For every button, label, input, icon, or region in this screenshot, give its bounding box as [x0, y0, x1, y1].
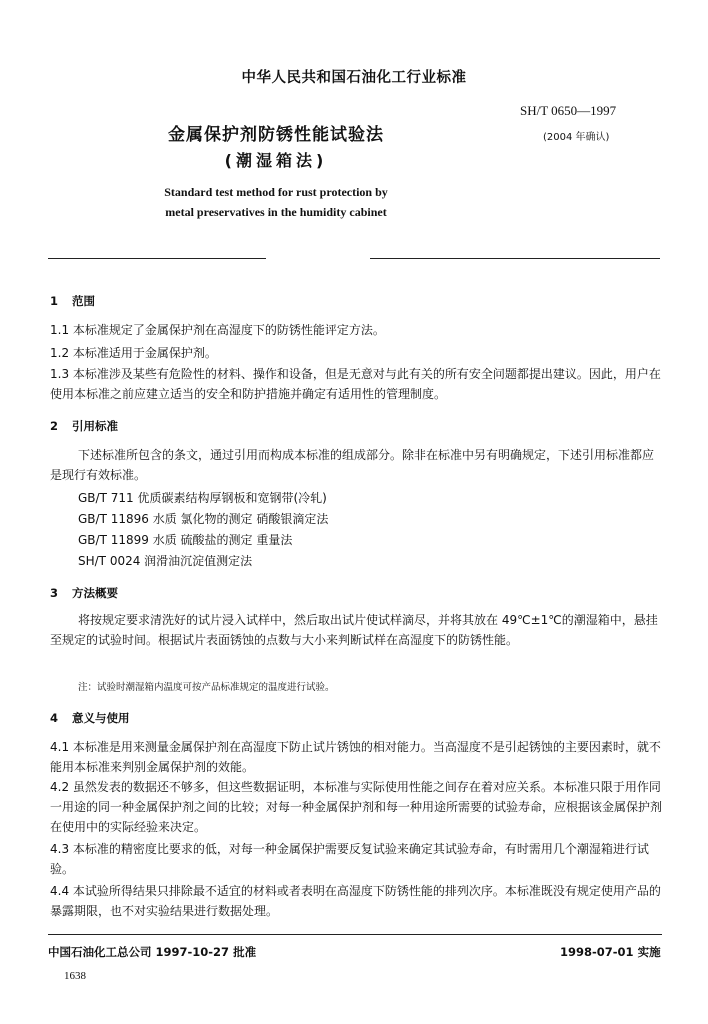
standard-code: SH/T 0650—1997	[520, 103, 617, 118]
section-3-body: 将按规定要求清洗好的试片浸入试样中，然后取出试片使试样滴尽，并将其放在 49℃±1℃的潮湿箱中，悬挂至规定的试验时间。根据试片表面锈蚀的点数与大小来判断试样在高湿度下的防锈性能。	[50, 613, 658, 647]
header-rule-left	[48, 258, 266, 259]
clause-4-3: 4.3 本标准的精密度比要求的低，对每一种金属保护需要反复试验来确定其试验寿命，有时需用几个潮湿箱进行试验。	[50, 842, 649, 876]
section-title: 方法概要	[72, 586, 118, 600]
clause-1-3: 1.3 本标准涉及某些有危险性的材料、操作和设备，但是无意对与此有关的所有安全问题都提出建议。因此，用户在使用本标准之前应建立适当的安全和防护措施并确定有适用性的管理制度。	[50, 367, 661, 401]
section-number: 4	[50, 711, 59, 725]
section-3-heading	[50, 585, 118, 601]
section-2-intro: 下述标准所包含的条文，通过引用而构成本标准的组成部分。除非在标准中另有明确规定，下述引用标准都应是现行有效标准。	[50, 448, 655, 482]
document-subtitle: (潮湿箱法)	[224, 151, 328, 170]
reference-item: SH/T 0024 润滑油沉淀值测定法	[78, 554, 253, 568]
section-title: 引用标准	[72, 419, 118, 433]
implementation-date: 1998-07-01 实施	[560, 945, 661, 959]
clause-4-4: 4.4 本试验所得结果只排除最不适宜的材料或者表明在高湿度下防锈性能的排列次序。本标准既没有规定使用产品的暴露期限，也不对实验结果进行数据处理。	[50, 884, 661, 918]
english-title-line-2: metal preservatives in the humidity cabinet	[165, 205, 387, 219]
reference-item: GB/T 11899 水质 硫酸盐的测定 重量法	[78, 533, 293, 547]
section-2-heading	[50, 418, 118, 434]
section-4-heading	[50, 710, 130, 726]
confirmation-year: (2004 年确认)	[543, 132, 610, 143]
header-rule-right	[370, 258, 660, 259]
section-title: 意义与使用	[72, 711, 130, 725]
english-title-line-1: Standard test method for rust protection by	[164, 185, 388, 199]
clause-4-1: 4.1 本标准是用来测量金属保护剂在高湿度下防止试片锈蚀的相对能力。当高湿度不是引起锈蚀的主要因素时，就不能用本标准来判别金属保护剂的效能。	[50, 740, 661, 774]
issuing-organization: 中华人民共和国石油化工行业标准	[241, 70, 467, 86]
section-3-note: 注：试验时潮湿箱内温度可按产品标准规定的温度进行试验。	[78, 682, 335, 693]
clause-1-1: 1.1 本标准规定了金属保护剂在高湿度下的防锈性能评定方法。	[50, 323, 385, 337]
clause-4-2: 4.2 虽然发表的数据还不够多，但这些数据证明，本标准与实际使用性能之间存在着对应关系。本标准只限于用作同一用途的同一种金属保护剂之间的比较；对每一种金属保护剂和每一种用途所需要的试验寿命，应根据该金属保护剂在使用中的实际经验来决定。	[50, 780, 663, 834]
page-number: 1638	[64, 970, 86, 982]
reference-item: GB/T 711 优质碳素结构厚钢板和宽钢带(冷轧)	[78, 491, 327, 505]
document-title: 金属保护剂防锈性能试验法	[168, 125, 384, 145]
reference-item: GB/T 11896 水质 氯化物的测定 硝酸银滴定法	[78, 512, 329, 526]
footer-rule	[48, 934, 662, 935]
section-title: 范围	[72, 294, 95, 308]
section-1-heading	[50, 293, 95, 309]
clause-1-2: 1.2 本标准适用于金属保护剂。	[50, 346, 217, 360]
section-number: 1	[50, 294, 59, 308]
section-number: 2	[50, 419, 59, 433]
approval-info: 中国石油化工总公司 1997-10-27 批准	[48, 945, 257, 959]
section-number: 3	[50, 586, 59, 600]
